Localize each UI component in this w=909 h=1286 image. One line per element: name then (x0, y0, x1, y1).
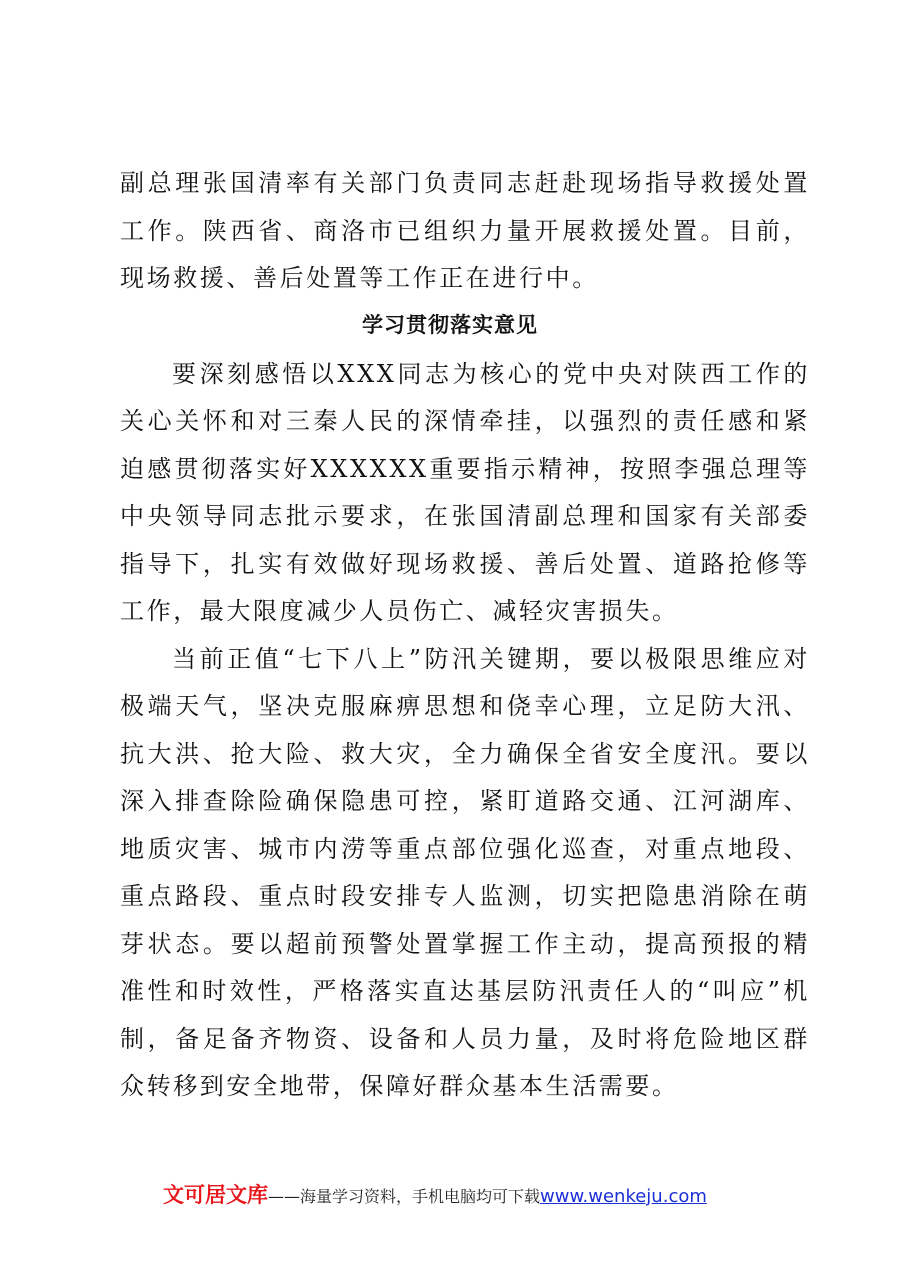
body-paragraph-2: 当前正值“七下八上”防汛关键期，要以极限思维应对极端天气，坚决克服麻痹思想和侥幸心理，立足防大汛、抗大洪、抢大险、救大灾，全力确保全省安全度汛。要以深入排查除险确保隐患可控，紧盯道路交通、江河湖库、地质灾害、城市内涝等重点部位强化巡查，对重点地段、重点路段、重点时段安排专人监测，切实把隐患消除在萌芽状态。要以超前预警处置掌握工作主动，提高预报的精准性和时效性，严格落实直达基层防汛责任人的“叫应”机制，备足备齐物资、设备和人员力量，及时将危险地区群众转移到安全地带，保障好群众基本生活需要。 (120, 644, 810, 1100)
body-paragraph-1: 要深刻感悟以XXX同志为核心的党中央对陕西工作的关心关怀和对三秦人民的深情牵挂，以强烈的责任感和紧迫感贯彻落实好XXXXXX重要指示精神，按照李强总理等中央领导同志批示要求，在张国清副总理和国家有关部委指导下，扎实有效做好现场救援、善后处置、道路抢修等工作，最大限度减少人员伤亡、减轻灾害损失。 (120, 359, 810, 625)
footer-brand: 文可居文库 (163, 1183, 268, 1207)
continuation-paragraph: 副总理张国清率有关部门负责同志赶赴现场指导救援处置工作。陕西省、商洛市已组织力量开展救援处置。目前，现场救援、善后处置等工作正在进行中。 (120, 169, 810, 292)
footer-banner (163, 1182, 803, 1210)
footer-link[interactable]: www.wenkeju.com (540, 1186, 707, 1207)
document-body (120, 160, 810, 1111)
footer-tagline: ——海量学习资料，手机电脑均可下载 (268, 1187, 541, 1206)
section-heading: 学习贯彻落实意见 (362, 311, 538, 337)
